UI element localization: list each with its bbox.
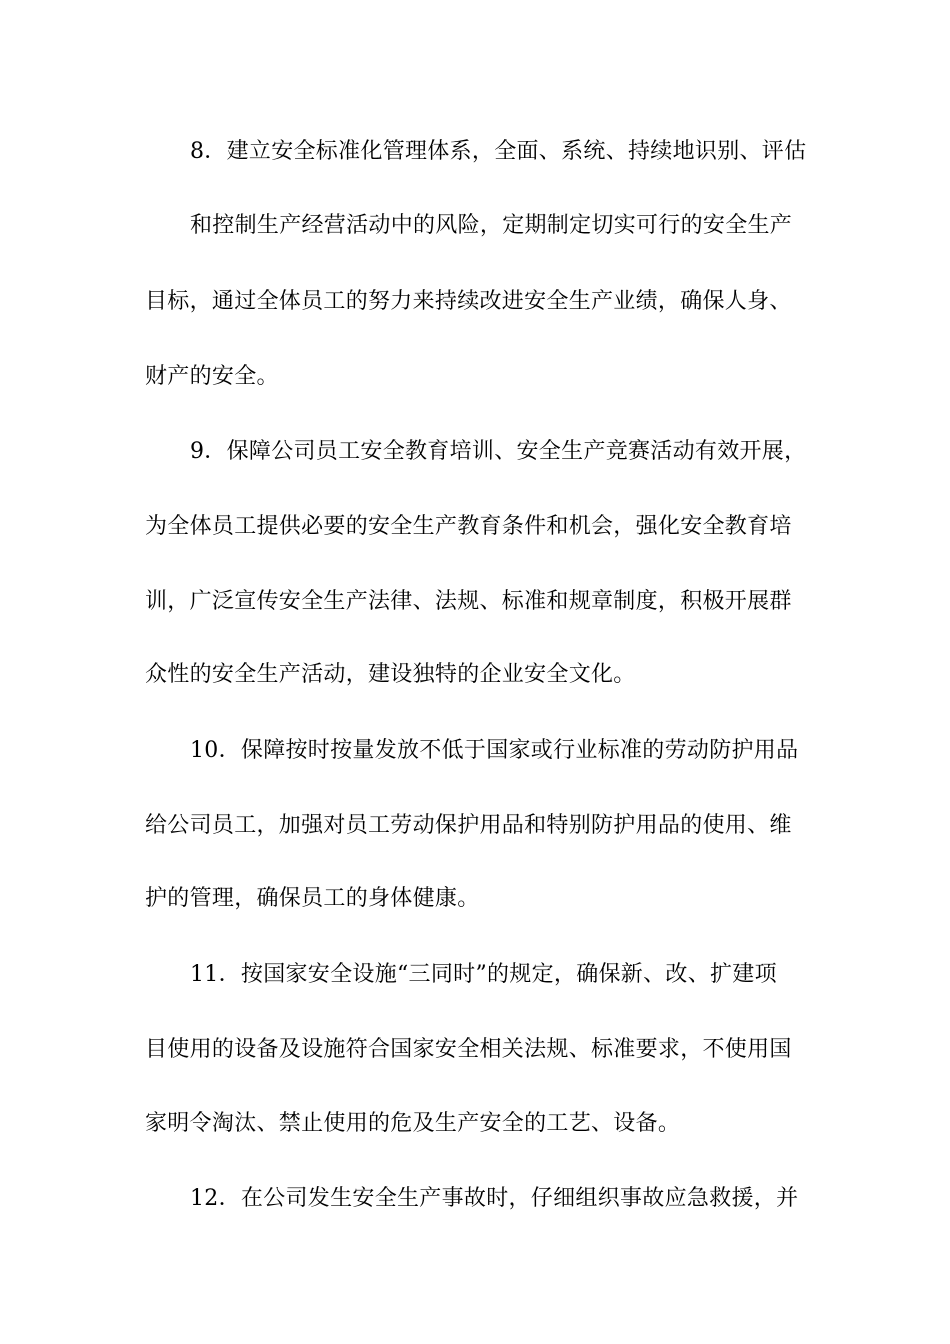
paragraph-9-line-2: 为全体员工提供必要的安全生产教育条件和机会，强化安全教育培 [145, 514, 792, 539]
paragraph-10-line-2: 给公司员工，加强对员工劳动保护用品和特别防护用品的使用、维 [145, 813, 792, 838]
paragraph-10-line-1: 10．保障按时按量发放不低于国家或行业标准的劳动防护用品 [190, 738, 799, 763]
paragraph-12-line-1: 12．在公司发生安全生产事故时，仔细组织事故应急救援，并 [190, 1186, 799, 1211]
paragraph-8-line-2: 和控制生产经营活动中的风险，定期制定切实可行的安全生产 [190, 213, 793, 238]
paragraph-11-line-3: 家明令淘汰、禁止使用的危及生产安全的工艺、设备。 [145, 1111, 681, 1136]
paragraph-8-line-1: 8．建立安全标准化管理体系，全面、系统、持续地识别、评估 [190, 139, 807, 164]
paragraph-10-line-3: 护的管理，确保员工的身体健康。 [145, 886, 480, 911]
paragraph-11-line-1: 11．按国家安全设施“三同时”的规定，确保新、改、扩建项 [190, 962, 777, 987]
paragraph-8-line-3: 目标，通过全体员工的努力来持续改进安全生产业绩，确保人身、 [145, 289, 792, 314]
paragraph-9-line-3: 训，广泛宣传安全生产法律、法规、标准和规章制度，积极开展群 [145, 589, 792, 614]
paragraph-9-line-4: 众性的安全生产活动，建设独特的企业安全文化。 [145, 662, 636, 687]
paragraph-8-line-4: 财产的安全。 [145, 364, 279, 389]
paragraph-11-line-2: 目使用的设备及设施符合国家安全相关法规、标准要求，不使用国 [145, 1037, 792, 1062]
paragraph-9-line-1: 9．保障公司员工安全教育培训、安全生产竞赛活动有效开展， [190, 439, 807, 464]
